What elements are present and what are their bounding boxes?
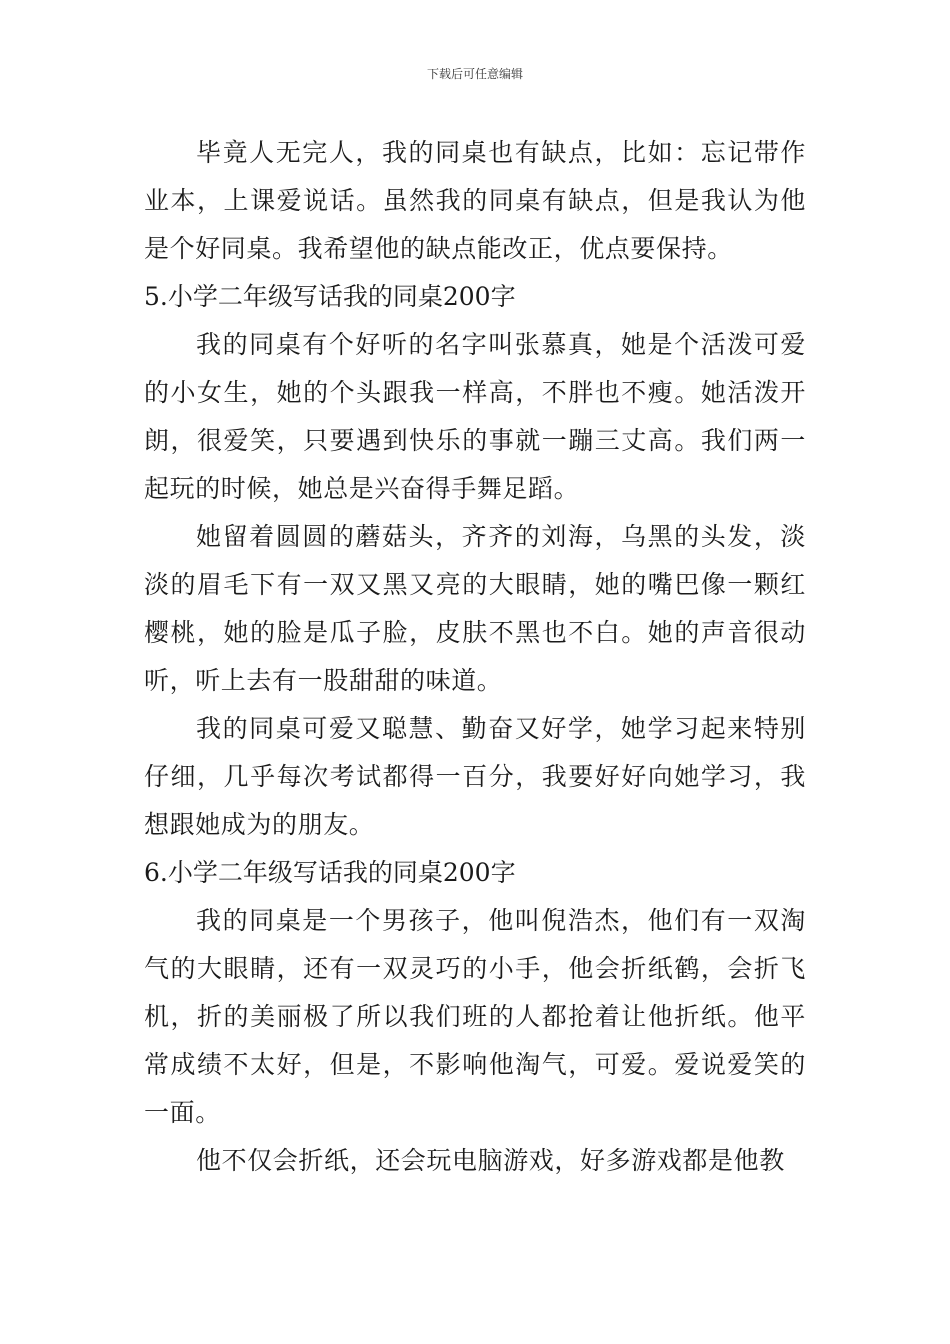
document-body: [144, 129, 806, 1185]
paragraph: 她留着圆圆的蘑菇头，齐齐的刘海，乌黑的头发，淡淡的眉毛下有一双又黑又亮的大眼睛，她的嘴巴像一颗红樱桃，她的脸是瓜子脸，皮肤不黑也不白。她的声音很动听，听上去有一股甜甜的味道。: [144, 522, 806, 695]
paragraph: 他不仅会折纸，还会玩电脑游戏，好多游戏都是他教: [196, 1146, 785, 1175]
paragraph: 我的同桌有个好听的名字叫张慕真，她是个活泼可爱的小女生，她的个头跟我一样高，不胖也不瘦。她活泼开朗，很爱笑，只要遇到快乐的事就一蹦三丈高。我们两一起玩的时候，她总是兴奋得手舞足蹈。: [144, 330, 806, 503]
section-heading: 5.小学二年级写话我的同桌200字: [144, 282, 516, 311]
paragraph: 我的同桌是一个男孩子，他叫倪浩杰，他们有一双淘气的大眼睛，还有一双灵巧的小手，他会折纸鹤，会折飞机，折的美丽极了所以我们班的人都抢着让他折纸。他平常成绩不太好，但是，不影响他淘气，可爱。爱说爱笑的一面。: [144, 906, 806, 1127]
page-header: 下载后可任意编辑: [426, 67, 523, 81]
paragraph: 毕竟人无完人，我的同桌也有缺点，比如：忘记带作业本，上课爱说话。虽然我的同桌有缺点，但是我认为他是个好同桌。我希望他的缺点能改正，优点要保持。: [144, 138, 806, 263]
paragraph: 我的同桌可爱又聪慧、勤奋又好学，她学习起来特别仔细，几乎每次考试都得一百分，我要好好向她学习，我想跟她成为的朋友。: [144, 714, 806, 839]
section-heading: 6.小学二年级写话我的同桌200字: [144, 858, 516, 887]
